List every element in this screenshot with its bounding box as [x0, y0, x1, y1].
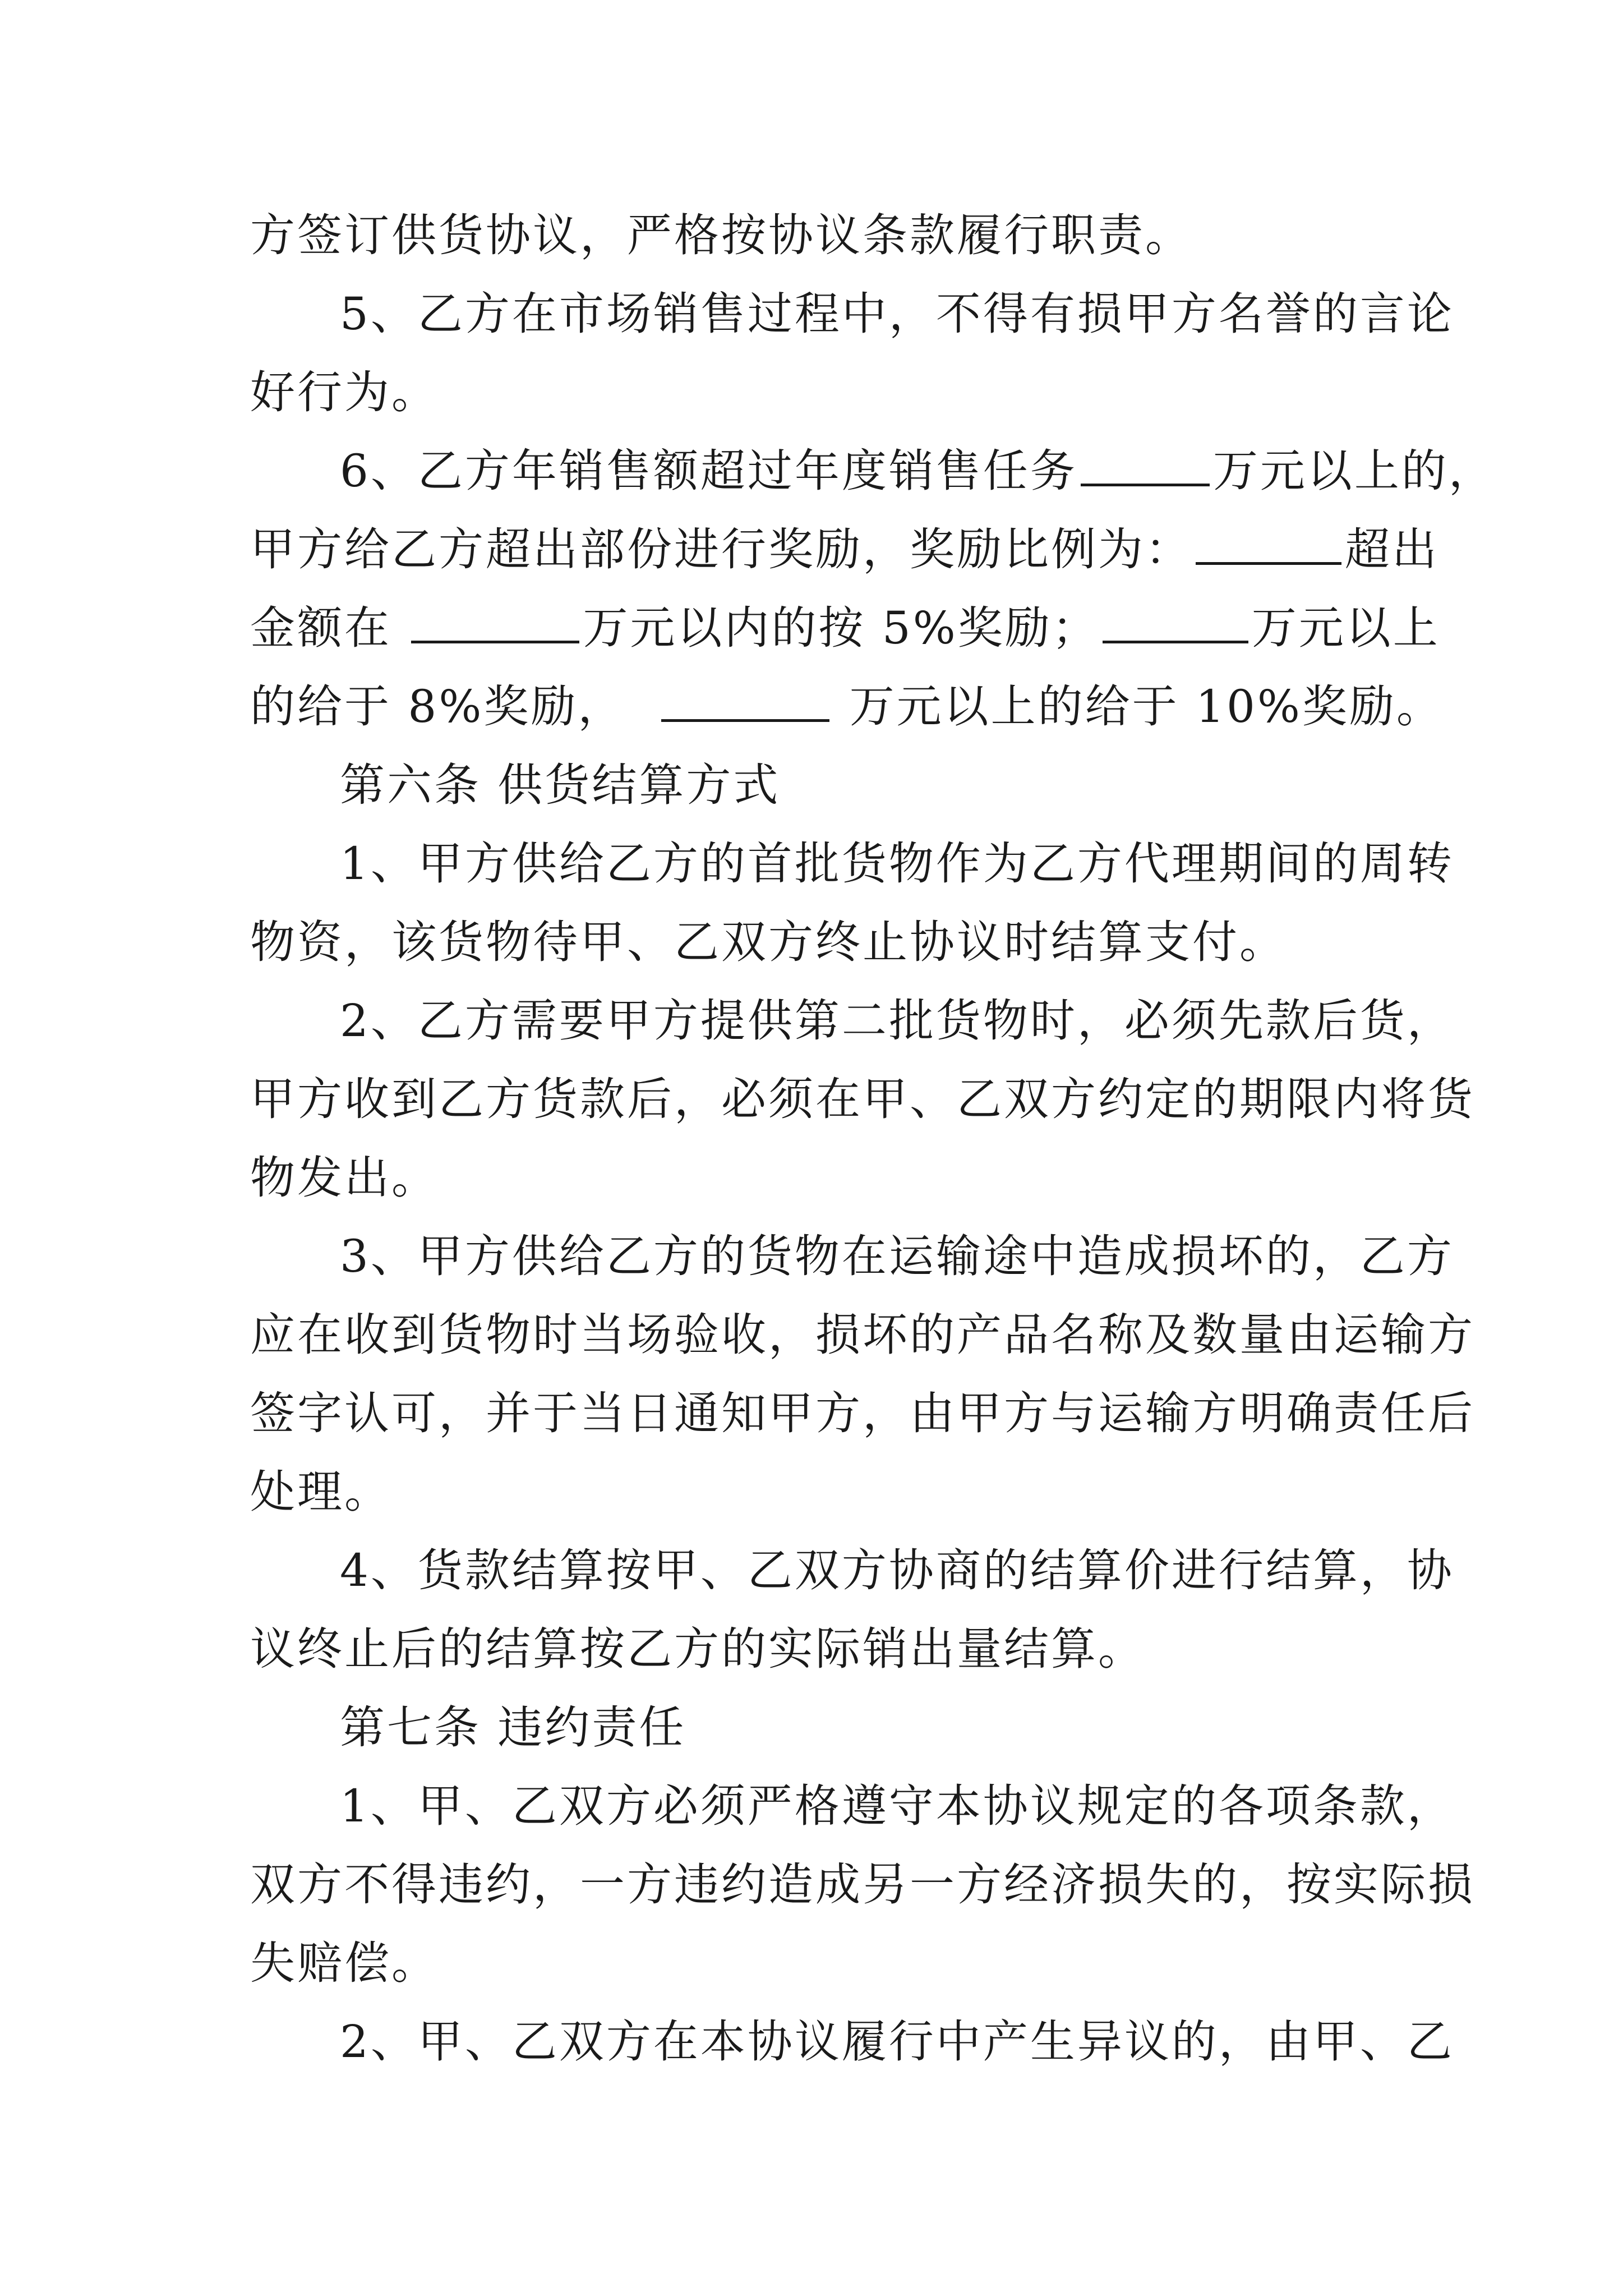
text-segment: 金额在: [250, 602, 391, 654]
fill-in-blank: [1196, 515, 1341, 565]
text-segment: 的给于 8%奖励，: [250, 680, 625, 733]
text-line: 应在收到货物时当场验收，损坏的产品名称及数量由运输方: [250, 1309, 1475, 1361]
text-segment: 万元以上的，: [1212, 445, 1496, 497]
fill-in-blank: [1081, 436, 1210, 486]
text-line: 处理。: [250, 1466, 391, 1518]
text-line: 方签订供货协议，严格按协议条款履行职责。: [250, 209, 1192, 261]
text-segment: 万元以上的给于 10%奖励。: [849, 680, 1444, 733]
text-segment: 万元以上: [1251, 602, 1440, 654]
text-line: 签字认可，并于当日通知甲方，由甲方与运输方明确责任后: [250, 1387, 1475, 1439]
text-line: 双方不得违约，一方违约造成另一方经济损失的，按实际损: [250, 1858, 1475, 1911]
text-line: 1、甲方供给乙方的首批货物作为乙方代理期间的周转: [340, 838, 1454, 890]
text-segment: 6、乙方年销售额超过年度销售任务: [340, 445, 1077, 497]
text-line: 3、甲方供给乙方的货物在运输途中造成损坏的，乙方: [340, 1230, 1454, 1282]
section-heading: 第七条 违约责任: [340, 1701, 686, 1754]
text-line: 物发出。: [250, 1152, 439, 1204]
text-line: 5、乙方在市场销售过程中，不得有损甲方名誉的言论: [340, 288, 1454, 340]
text-line: 失赔偿。: [250, 1937, 439, 1989]
text-segment: 甲方给乙方超出部份进行奖励，奖励比例为：: [250, 523, 1192, 576]
text-line: [250, 668, 1444, 746]
text-line: 2、乙方需要甲方提供第二批货物时，必须先款后货，: [340, 995, 1454, 1047]
text-line: 好行为。: [250, 366, 439, 418]
text-line: 2、甲、乙双方在本协议履行中产生异议的，由甲、乙: [340, 2016, 1454, 2068]
text-line: 议终止后的结算按乙方的实际销出量结算。: [250, 1623, 1145, 1675]
text-line: [250, 589, 1440, 668]
section-heading: 第六条 供货结算方式: [340, 759, 781, 811]
fill-in-blank: [661, 672, 829, 722]
text-segment: 超出: [1345, 523, 1439, 576]
text-line: [250, 510, 1439, 589]
text-segment: 万元以内的按 5%奖励；: [583, 602, 1099, 654]
document-page: [250, 196, 1496, 2081]
fill-in-blank: [1103, 593, 1248, 643]
text-line: 4、货款结算按甲、乙双方协商的结算价进行结算，协: [340, 1544, 1454, 1596]
fill-in-blank: [411, 593, 579, 643]
text-line: 甲方收到乙方货款后，必须在甲、乙双方约定的期限内将货: [250, 1073, 1475, 1125]
text-line: 物资，该货物待甲、乙双方终止协议时结算支付。: [250, 916, 1287, 968]
text-line: 1、甲、乙双方必须严格遵守本协议规定的各项条款，: [340, 1780, 1454, 1832]
text-line: [250, 432, 1496, 510]
